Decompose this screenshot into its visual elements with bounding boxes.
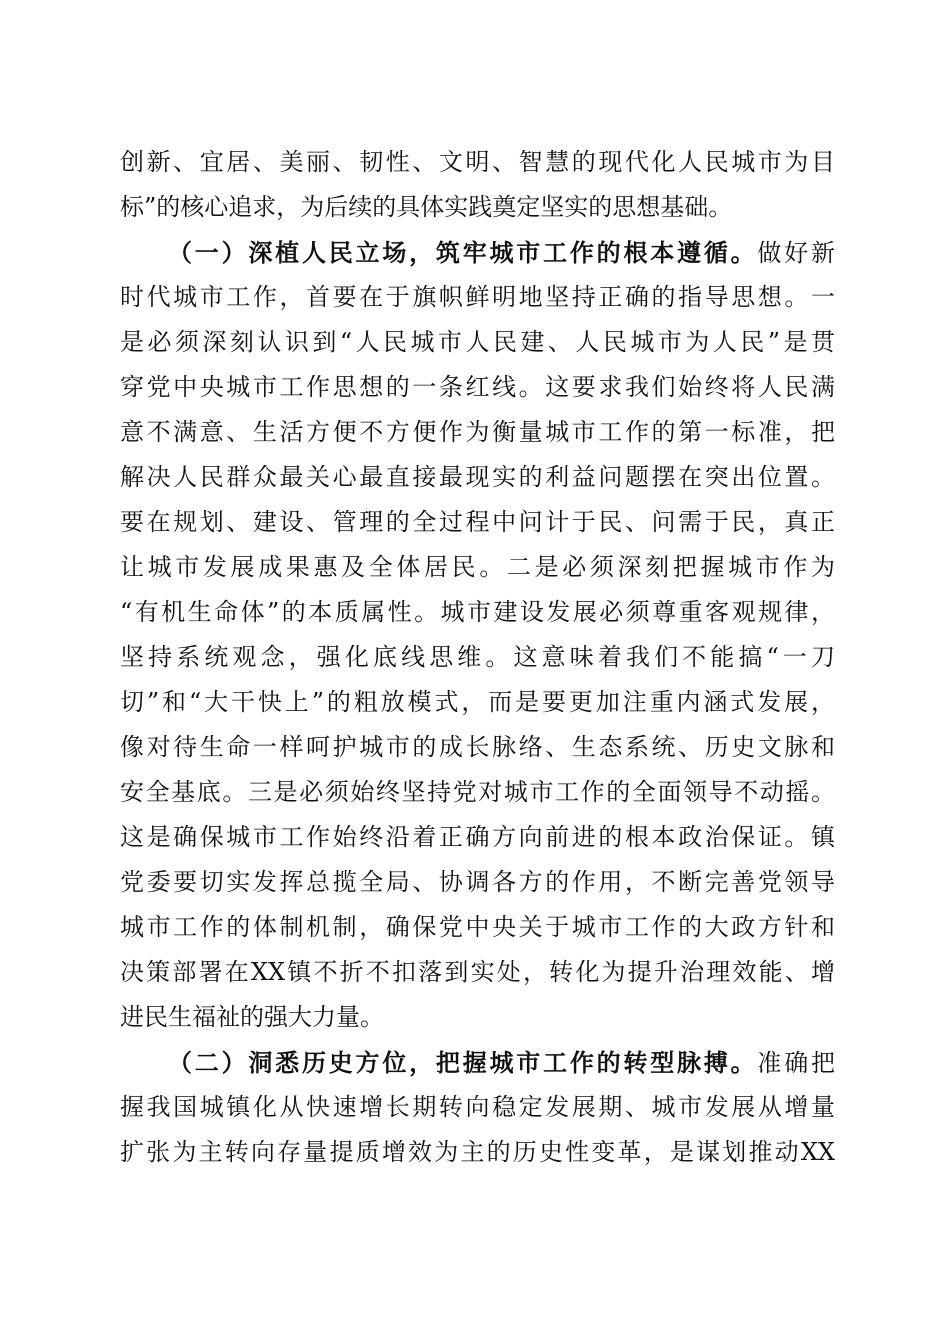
paragraph-line: 坚持系统观念，强化底线思维。这意味着我们不能搞“一刀 [120, 643, 835, 671]
paragraph-line: 决策部署在XX镇不折不扣落到实处，转化为提升治理效能、增 [120, 958, 835, 986]
section-1-heading: （一）深植人民立场，筑牢城市工作的根本遵循。 [168, 238, 758, 267]
paragraph-line: 扩张为主转向存量提质增效为主的历史性变革，是谋划推动XX [120, 1138, 835, 1166]
paragraph-line: 握我国城镇化从快速增长期转向稳定发展期、城市发展从增量 [120, 1093, 835, 1121]
paragraph-line: 创新、宜居、美丽、韧性、文明、智慧的现代化人民城市为目 [120, 148, 835, 176]
paragraph-line: 进民生福祉的强大力量。 [120, 1003, 384, 1031]
paragraph-line: 像对待生命一样呵护城市的成长脉络、生态系统、历史文脉和 [120, 733, 835, 761]
paragraph-line: 时代城市工作，首要在于旗帜鲜明地坚持正确的指导思想。一 [120, 283, 835, 311]
paragraph-line: 这是确保城市工作始终沿着正确方向前进的根本政治保证。镇 [120, 823, 835, 851]
paragraph-line: 标”的核心追求，为后续的具体实践奠定坚实的思想基础。 [120, 193, 733, 221]
section-2-lead-text: 准确把 [757, 1049, 836, 1077]
section-1-lead-text: 做好新 [757, 239, 836, 267]
paragraph-line: 意不满意、生活方便不方便作为衡量城市工作的第一标准，把 [120, 418, 835, 446]
paragraph-line: 党委要切实发挥总揽全局、协调各方的作用，不断完善党领导 [120, 868, 835, 896]
paragraph-line: 城市工作的体制机制，确保党中央关于城市工作的大政方针和 [120, 913, 835, 941]
paragraph-line: 安全基底。三是必须始终坚持党对城市工作的全面领导不动摇。 [120, 778, 835, 806]
paragraph-line: 让城市发展成果惠及全体居民。二是必须深刻把握城市作为 [120, 553, 835, 581]
paragraph-line: 穿党中央城市工作思想的一条红线。这要求我们始终将人民满 [120, 373, 835, 401]
paragraph-line: “有机生命体”的本质属性。城市建设发展必须尊重客观规律， [120, 598, 835, 626]
section-1-first-line [120, 230, 835, 275]
document-body [120, 140, 835, 1175]
paragraph-line: 要在规划、建设、管理的全过程中问计于民、问需于民，真正 [120, 508, 835, 536]
paragraph-line: 切”和“大干快上”的粗放模式，而是要更加注重内涵式发展， [120, 688, 835, 716]
section-2-first-line [120, 1040, 835, 1085]
section-2-heading: （二）洞悉历史方位，把握城市工作的转型脉搏。 [168, 1048, 758, 1077]
paragraph-line: 是必须深刻认识到“人民城市人民建、人民城市为人民”是贯 [120, 328, 835, 356]
paragraph-line: 解决人民群众最关心最直接最现实的利益问题摆在突出位置。 [120, 463, 835, 491]
